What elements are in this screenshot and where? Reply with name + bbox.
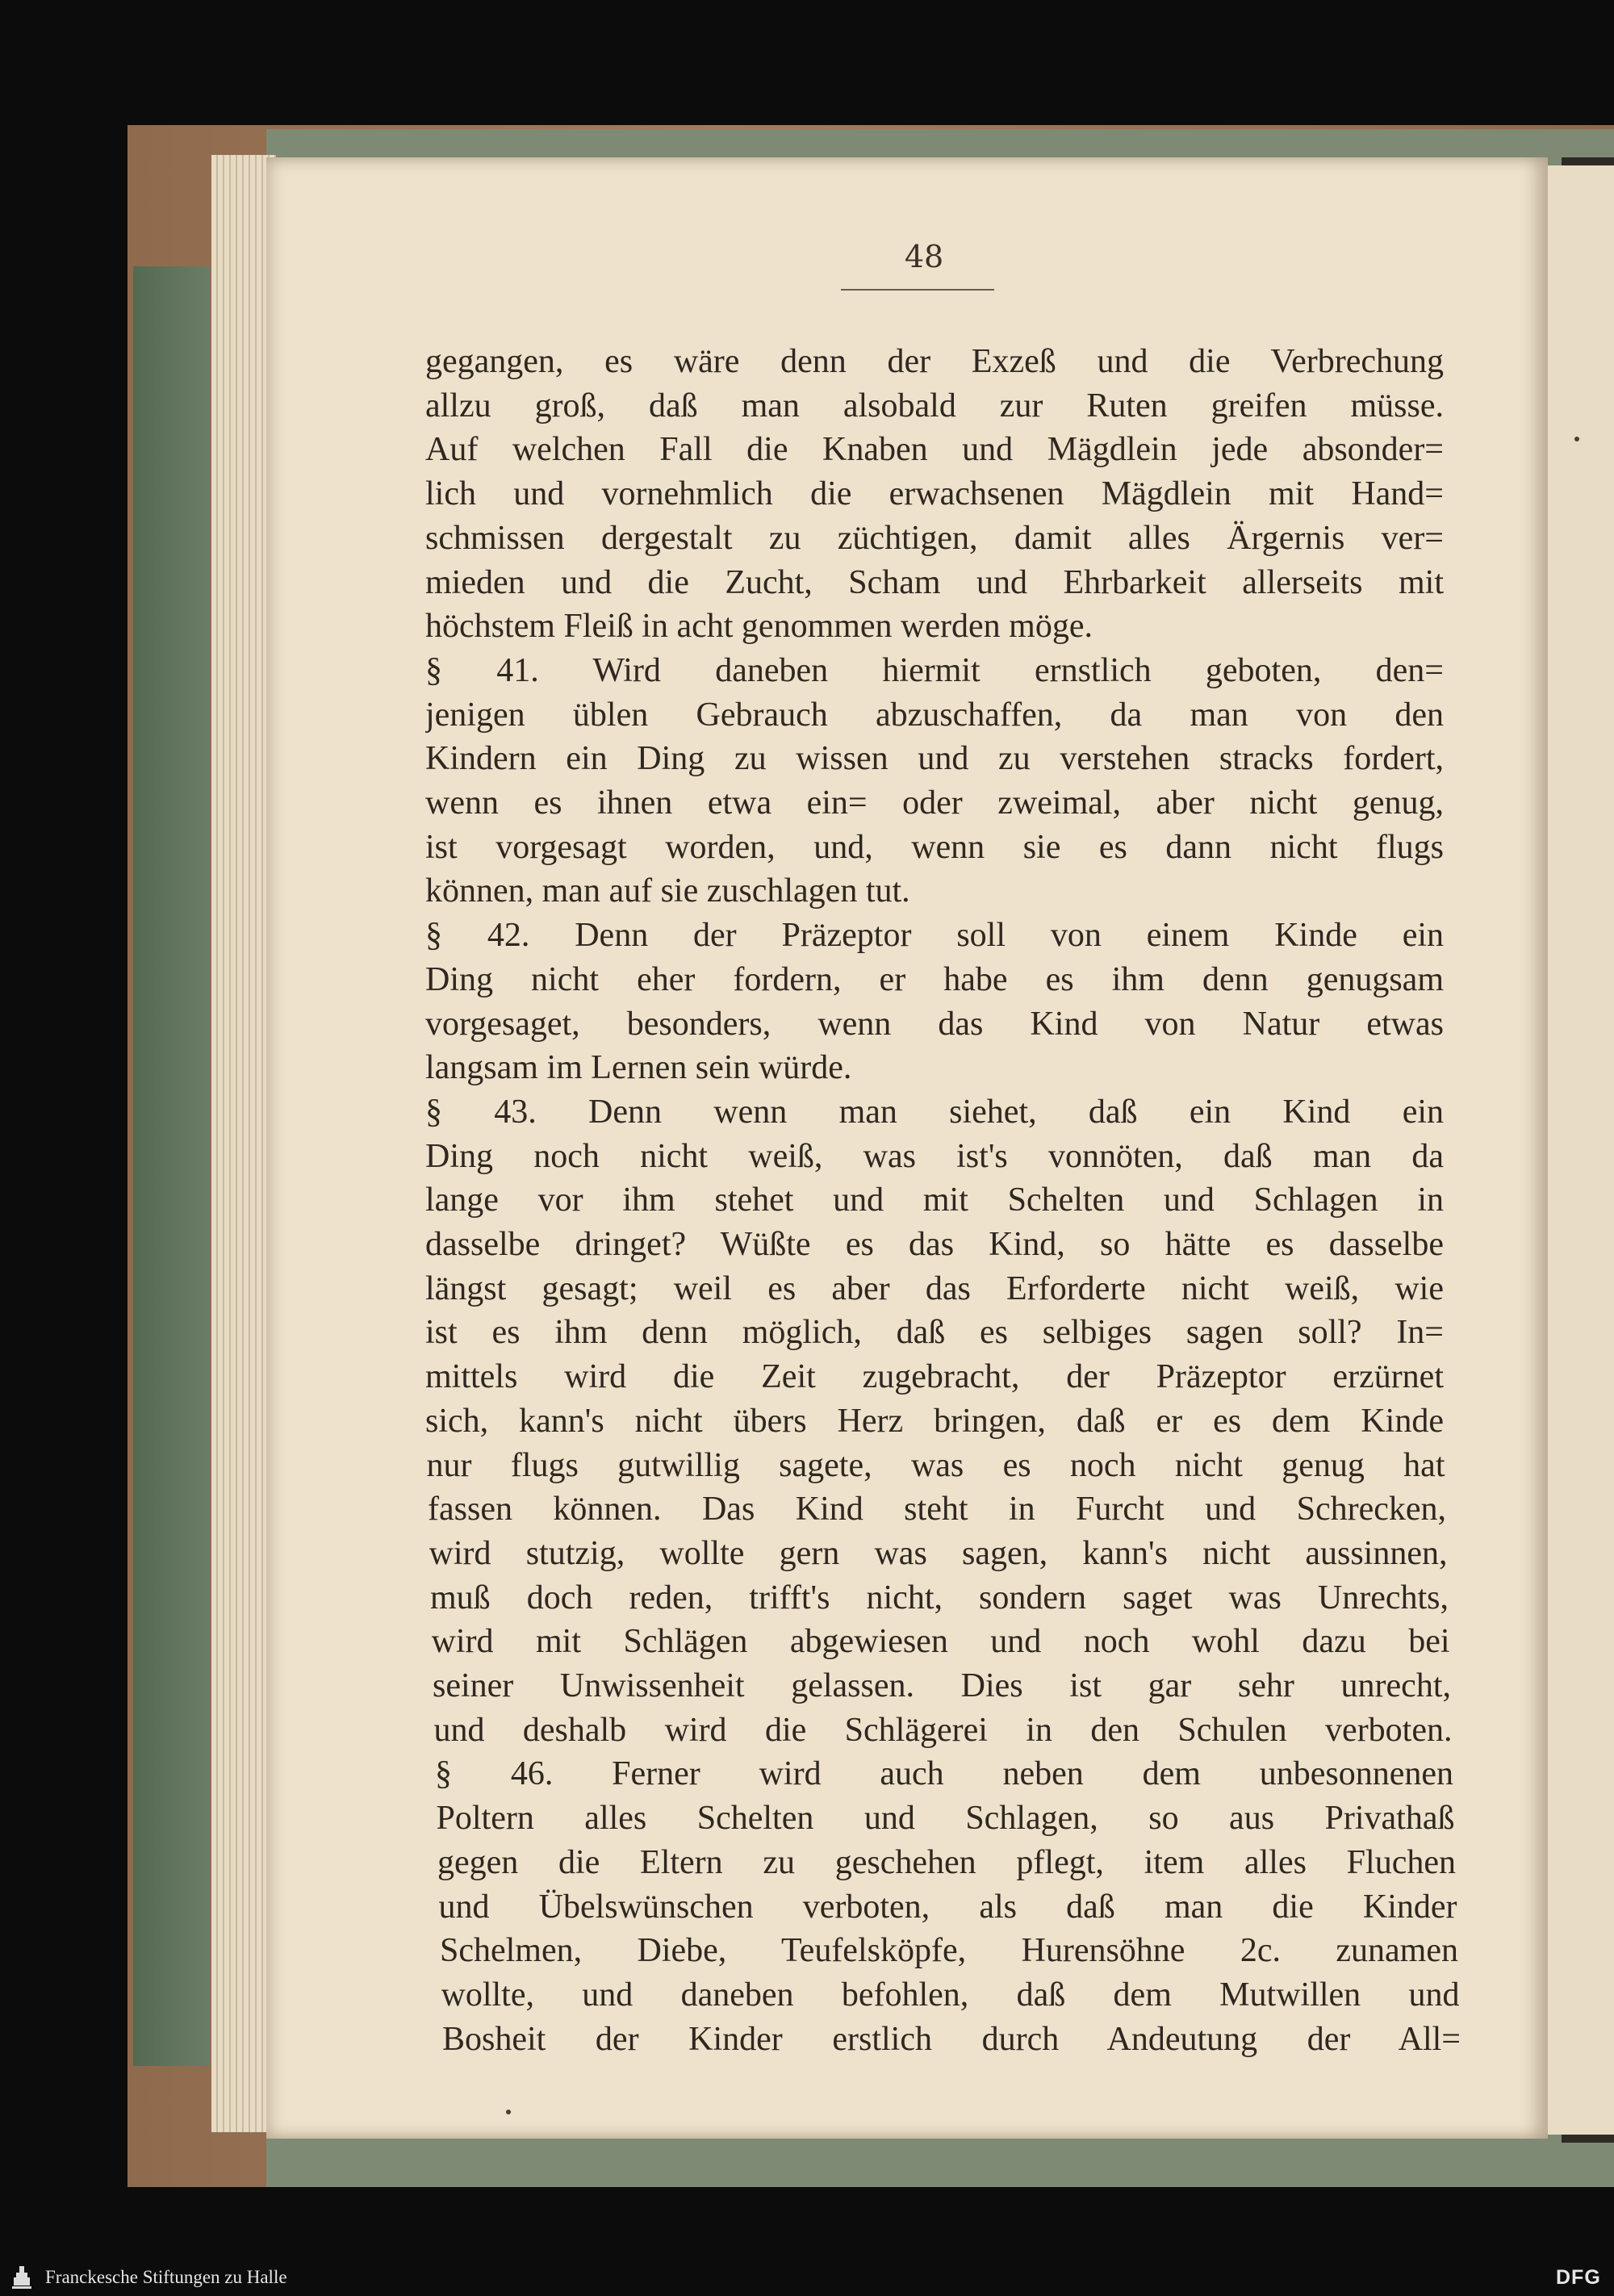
- text-line: muß doch reden, trifft's nicht, sondern saget was Unrechts,: [430, 1579, 1449, 1616]
- text-line: wird mit Schlägen abgewiesen und noch wohl dazu bei: [431, 1623, 1450, 1661]
- text-line: und deshalb wird die Schlägerei in den Schulen verboten.: [433, 1711, 1453, 1749]
- text-line: gegen die Eltern zu geschehen pflegt, item alles Fluchen: [437, 1843, 1456, 1881]
- text-line: mittels wird die Zeit zugebracht, der Präzeptor erzürnet: [425, 1358, 1444, 1396]
- margin-speck: [1574, 437, 1579, 441]
- text-line: dasselbe dringet? Wüßte es das Kind, so hätte es dasselbe: [425, 1226, 1444, 1263]
- text-line: längst gesagt; weil es aber das Erforderte nicht weiß, wie: [425, 1269, 1444, 1307]
- text-line: und Übelswünschen verboten, als daß man die Kinder: [438, 1888, 1457, 1926]
- text-line: seiner Unwissenheit gelassen. Dies ist gar sehr unrecht,: [433, 1667, 1451, 1704]
- page-number: 48: [904, 239, 944, 274]
- text-line: gegangen, es wäre denn der Exzeß und die Verbrechung: [425, 343, 1444, 380]
- text-line: Poltern alles Schelten und Schlagen, so aus Privathaß: [436, 1800, 1455, 1838]
- text-line: höchstem Fleiß in acht genommen werden möge.: [425, 608, 1093, 646]
- text-line: wird stutzig, wollte gern was sagen, kann's nicht aussinnen,: [429, 1534, 1448, 1572]
- text-line: nur flugs gutwillig sagete, was es noch nicht genug hat: [426, 1446, 1445, 1484]
- text-line: mieden und die Zucht, Scham und Ehrbarkeit allerseits mit: [425, 563, 1444, 601]
- text-line: § 42. Denn der Präzeptor soll von einem Kinde ein: [425, 917, 1444, 955]
- institution-logo-icon: [11, 2265, 32, 2290]
- text-line: Auf welchen Fall die Knaben und Mägdlein jede absonder=: [425, 431, 1444, 469]
- text-line: wollte, und daneben befohlen, daß dem Mutwillen und: [441, 1976, 1460, 2014]
- text-line: Kindern ein Ding zu wissen und zu verstehen stracks fordert,: [425, 740, 1444, 778]
- text-line: § 43. Denn wenn man siehet, daß ein Kind ein: [425, 1093, 1444, 1131]
- text-line: § 46. Ferner wird auch neben dem unbesonnenen: [435, 1755, 1453, 1793]
- text-line: langsam im Lernen sein würde.: [425, 1049, 852, 1087]
- text-line: lange vor ihm stehet und mit Schelten und Schlagen in: [425, 1181, 1444, 1219]
- text-line: § 41. Wird daneben hiermit ernstlich geboten, den=: [425, 651, 1444, 689]
- text-line: wenn es ihnen etwa ein= oder zweimal, aber nicht genug,: [425, 784, 1444, 822]
- margin-speck: [506, 2110, 511, 2114]
- text-line: Schelmen, Diebe, Teufelsköpfe, Hurensöhne 2c. zunamen: [440, 1932, 1458, 1970]
- text-line: Ding nicht eher fordern, er habe es ihm denn genugsam: [425, 960, 1444, 998]
- dfg-logo: DFG: [1556, 2266, 1601, 2289]
- text-line: Bosheit der Kinder erstlich durch Andeutung der All=: [442, 2020, 1461, 2058]
- text-line: lich und vornehmlich die erwachsenen Mägdlein mit Hand=: [425, 475, 1444, 513]
- text-line: ist vorgesagt worden, und, wenn sie es dann nicht flugs: [425, 828, 1444, 866]
- institution-name: Franckesche Stiftungen zu Halle: [45, 2267, 287, 2287]
- text-line: Ding noch nicht weiß, was ist's vonnöten, daß man da: [425, 1137, 1444, 1175]
- text-line: fassen können. Das Kind steht in Furcht und Schrecken,: [428, 1491, 1446, 1529]
- text-line: können, man auf sie zuschlagen tut.: [425, 872, 910, 910]
- text-line: vorgesaget, besonders, wenn das Kind von Natur etwas: [425, 1005, 1444, 1043]
- text-line: ist es ihm denn möglich, daß es selbiges sagen soll? In=: [425, 1314, 1444, 1352]
- text-line: allzu groß, daß man alsobald zur Ruten greifen müsse.: [425, 387, 1444, 424]
- text-line: jenigen üblen Gebrauch abzuschaffen, da man von den: [425, 696, 1444, 734]
- text-line: sich, kann's nicht übers Herz bringen, daß er es dem Kinde: [425, 1402, 1444, 1440]
- text-line: schmissen dergestalt zu züchtigen, damit alles Ärgernis ver=: [425, 519, 1444, 557]
